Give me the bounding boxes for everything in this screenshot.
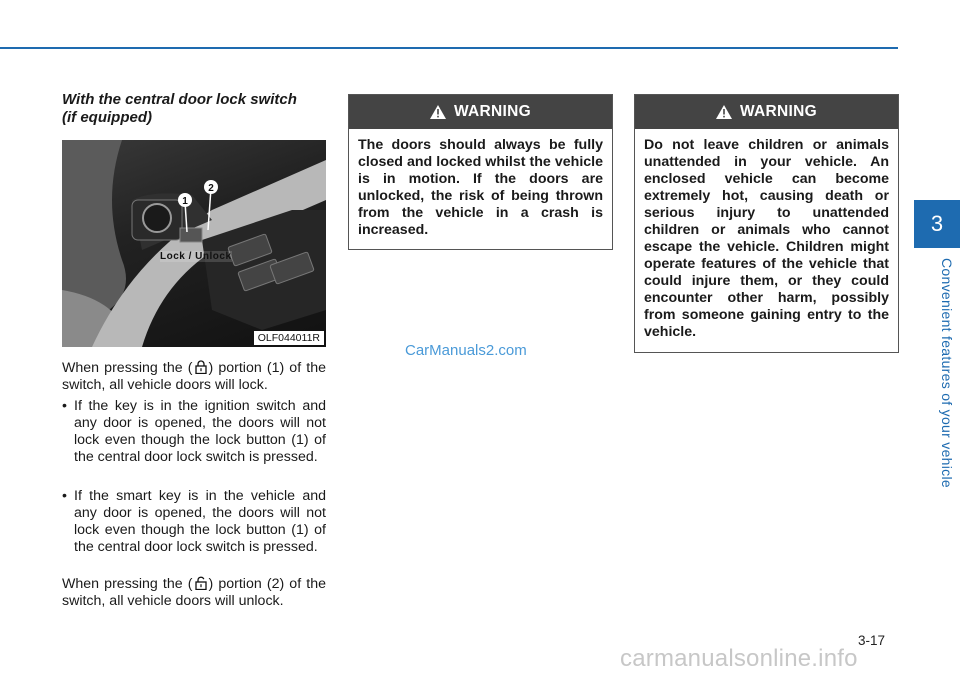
warning-header bbox=[349, 95, 612, 129]
page-number: 3-17 bbox=[858, 633, 886, 648]
warning-header bbox=[635, 95, 898, 129]
callout-2: 2 bbox=[208, 183, 214, 194]
watermark-carmanualsonline[interactable]: carmanualsonline.info bbox=[620, 645, 858, 672]
warning-box-children bbox=[634, 94, 899, 353]
bullet-ignition-key bbox=[62, 398, 326, 466]
warning-triangle-icon bbox=[430, 105, 446, 119]
p1-pre: When pressing the ( bbox=[62, 360, 193, 376]
warning-triangle-icon bbox=[716, 105, 732, 119]
bullet-dot: • bbox=[62, 488, 67, 504]
warning-text: Do not leave children or animals unattended in your vehicle. An enclosed vehicle can become extremely hot, causing death or serious injury to unattended children or animals who cannot escape the vehicle. Children might operate features of the vehicle that could injure them, or they could encounter other harm, possibly from someone gaining entry to the vehicle. bbox=[644, 137, 889, 340]
chapter-tab[interactable]: 3 bbox=[914, 200, 960, 248]
warning-heading: WARNING bbox=[453, 103, 531, 120]
chapter-title-vertical bbox=[937, 255, 957, 495]
p2-post: ) portion (2) of the switch, all vehicle doors will unlock. bbox=[62, 576, 326, 609]
bullet-dot: • bbox=[62, 398, 67, 414]
bullet-text: If the smart key is in the vehicle and any door is opened, the doors will not lock even though the lock button (1) of the central door lock switch is pressed. bbox=[74, 488, 326, 555]
warning-text: The doors should always be fully closed and locked whilst the vehicle is in motion. If the doors are unlocked, the risk of being thrown from the vehicle in a crash is increased. bbox=[358, 137, 603, 238]
lock-unlock-label: Lock / Unlock bbox=[160, 251, 232, 262]
bullet-smart-key bbox=[62, 488, 326, 556]
warning-heading: WARNING bbox=[739, 103, 817, 120]
warning-box-doors bbox=[348, 94, 613, 250]
watermark-carmanuals2[interactable]: CarManuals2.com bbox=[405, 342, 527, 359]
paragraph-lock bbox=[62, 360, 326, 394]
p1-post: ) portion (1) of the switch, all vehicle doors will lock. bbox=[62, 360, 326, 393]
lock-icon bbox=[195, 360, 207, 374]
section-title: With the central door lock switch (if equipped) bbox=[62, 91, 297, 126]
bullet-text: If the key is in the ignition switch and any door is opened, the doors will not lock even though the lock button (1) of the central door lock switch is pressed. bbox=[74, 398, 326, 465]
chapter-title: Convenient features of your vehicle bbox=[939, 258, 955, 488]
callout-1: 1 bbox=[182, 196, 188, 207]
p2-pre: When pressing the ( bbox=[62, 576, 193, 592]
paragraph-unlock bbox=[62, 576, 326, 610]
unlock-icon bbox=[195, 576, 207, 590]
header-rule bbox=[0, 47, 898, 49]
door-panel-illustration bbox=[62, 140, 326, 347]
image-code: OLF044011R bbox=[254, 331, 324, 345]
door-switch-photo bbox=[62, 140, 326, 347]
